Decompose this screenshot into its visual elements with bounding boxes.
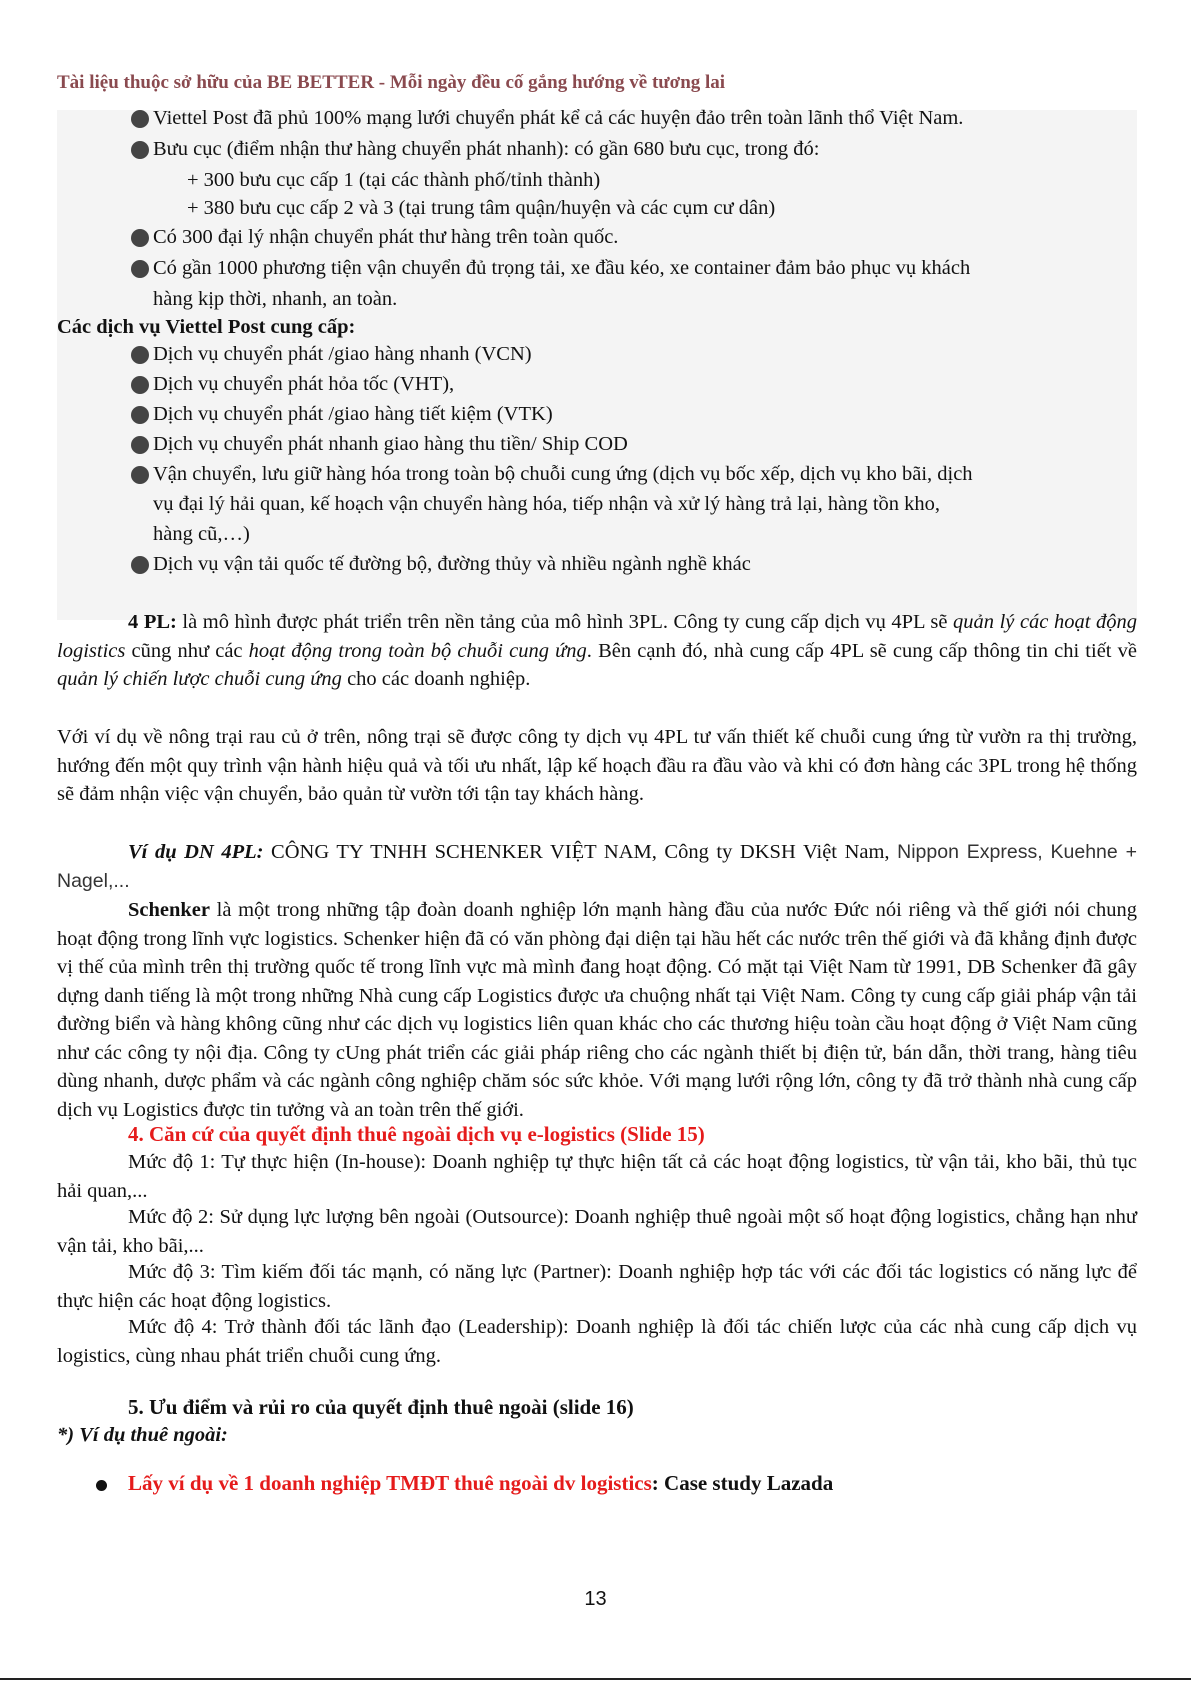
bullet-icon (131, 466, 149, 484)
bullet-icon (131, 406, 149, 424)
schenker-paragraph: Schenker là một trong những tập đoàn doanh nghiệp lớn mạnh hàng đầu của nước Đức nói riêng và thế giới nói chung hoạt động trong lĩnh vực logistics. Schenker hiện đã có văn phòng đại diện tại hầu hết các nước trên thế giới và đã khẳng định được vị thế của mình trên thị trường quốc tế trong lĩnh vực mà mình đang hoạt động. Có mặt tại Việt Nam từ 1991, DB Schenker đã gây dựng danh tiếng là một trong những Nhà cung cấp Logistics được ưa chuộng nhất tại Việt Nam. Công ty cung cấp giải pháp vận tải đường biển và hàng không cũng như các dịch vụ logistics liên quan khác cho các thương hiệu toàn cầu hoạt động ở Việt Nam cũng như các công ty nội địa. Công ty cUng phát triển các giải pháp riêng cho các ngành thiết bị điện tử, bán dẫn, thời trang, hàng tiêu dùng nhanh, dược phẩm và các ngành công nghiệp chăm sóc sức khỏe. Với mạng lưới rộng lớn, công ty đã trở thành nhà cung cấp dịch vụ Logistics được tin tưởng và an toàn trên thế giới. (57, 899, 1137, 1121)
section-4-heading: 4. Căn cứ của quyết định thuê ngoài dịch vụ e-logistics (Slide 15) (128, 1122, 705, 1146)
example-4pl-paragraph: Ví dụ DN 4PL: CÔNG TY TNHH SCHENKER VIỆT NAM, Công ty DKSH Việt Nam, Nippon Express, Kuehne + Nagel,... (57, 841, 1137, 892)
example-label: *) Ví dụ thuê ngoài: (57, 1424, 228, 1446)
schenker-name: Schenker (128, 899, 210, 921)
level-paragraph: Mức độ 3: Tìm kiếm đối tác mạnh, có năng lực (Partner): Doanh nghiệp hợp tác với các đối tác logistics có năng lực để thực hiện các hoạt động logistics. (57, 1261, 1137, 1312)
page-bottom-rule (0, 1678, 1191, 1680)
list-item: Viettel Post đã phủ 100% mạng lưới chuyển phát kể cả các huyện đảo trên toàn lãnh thổ Việt Nam. (153, 107, 964, 129)
list-item: Có gần 1000 phương tiện vận chuyển đủ trọng tải, xe đầu kéo, xe container đảm bảo phục vụ khách (153, 257, 971, 279)
list-item-continuation: hàng kịp thời, nhanh, an toàn. (153, 288, 398, 310)
page-number: 13 (584, 1588, 607, 1610)
section-5-heading: 5. Ưu điểm và rủi ro của quyết định thuê ngoài (slide 16) (128, 1395, 634, 1419)
list-item: Có 300 đại lý nhận chuyển phát thư hàng trên toàn quốc. (153, 226, 619, 248)
service-item: Dịch vụ chuyển phát nhanh giao hàng thu tiền/ Ship COD (153, 433, 628, 455)
farm-paragraph: Với ví dụ về nông trại rau củ ở trên, nông trại sẽ được công ty dịch vụ 4PL tư vấn thiết kế chuỗi cung ứng từ vườn ra thị trường, hướng đến một quy trình vận hành hiệu quả và tối ưu nhất, lập kế hoạch đầu ra đầu vào và khi có đơn hàng các 3PL trong hệ thống sẽ đảm nhận việc vận chuyển, bảo quản từ vườn tới tận tay khách hàng. (57, 726, 1137, 805)
bullet-icon (131, 110, 149, 128)
pl4-label: 4 PL: (128, 611, 177, 633)
bullet-icon (131, 376, 149, 394)
page-header: Tài liệu thuộc sở hữu của BE BETTER - Mỗi ngày đều cố gắng hướng về tương lai (57, 72, 726, 93)
services-heading: Các dịch vụ Viettel Post cung cấp: (57, 316, 356, 338)
bullet-icon (131, 346, 149, 364)
level-paragraph: Mức độ 1: Tự thực hiện (In-house): Doanh nghiệp tự thực hiện tất cả các hoạt động logistics, từ vận tải, kho bãi, thủ tục hải quan,... (57, 1151, 1137, 1202)
bullet-icon (131, 229, 149, 247)
sub-item: + 300 bưu cục cấp 1 (tại các thành phố/tỉnh thành) (187, 169, 601, 191)
bullet-icon (131, 260, 149, 278)
service-item: Dịch vụ vận tải quốc tế đường bộ, đường thủy và nhiều ngành nghề khác (153, 553, 751, 575)
level-paragraph: Mức độ 2: Sử dụng lực lượng bên ngoài (Outsource): Doanh nghiệp thuê ngoài một số hoạt động logistics, chẳng hạn như vận tải, kho bãi,... (57, 1206, 1137, 1257)
bullet-icon (131, 436, 149, 454)
service-item: Dịch vụ chuyển phát hỏa tốc (VHT), (153, 373, 455, 395)
list-item: Bưu cục (điểm nhận thư hàng chuyển phát nhanh): có gần 680 bưu cục, trong đó: (153, 138, 820, 160)
level-paragraph: Mức độ 4: Trở thành đối tác lãnh đạo (Leadership): Doanh nghiệp là đối tác chiến lược của các nhà cung cấp dịch vụ logistics, cùng nhau phát triển chuỗi cung ứng. (57, 1316, 1137, 1367)
service-item-continuation: hàng cũ,…) (153, 523, 250, 545)
service-item: Dịch vụ chuyển phát /giao hàng nhanh (VCN) (153, 343, 532, 365)
sub-item: + 380 bưu cục cấp 2 và 3 (tại trung tâm quận/huyện và các cụm cư dân) (187, 197, 776, 219)
example-4pl-label: Ví dụ DN 4PL: (128, 841, 264, 863)
case-study-item: Lấy ví dụ về 1 doanh nghiệp TMĐT thuê ngoài dv logistics: Case study Lazada (128, 1471, 834, 1495)
pl4-paragraph: 4 PL: là mô hình được phát triển trên nền tảng của mô hình 3PL. Công ty cung cấp dịch vụ 4PL sẽ quản lý các hoạt động logistics cũng như các hoạt động trong toàn bộ chuỗi cung ứng. Bên cạnh đó, nhà cung cấp 4PL sẽ cung cấp thông tin chi tiết về quản lý chiến lược chuỗi cung ứng cho các doanh nghiệp. (57, 611, 1137, 690)
bullet-icon (96, 1480, 107, 1491)
service-item: Dịch vụ chuyển phát /giao hàng tiết kiệm (VTK) (153, 403, 553, 425)
bullet-icon (131, 141, 149, 159)
service-item: Vận chuyển, lưu giữ hàng hóa trong toàn bộ chuỗi cung ứng (dịch vụ bốc xếp, dịch vụ kho bãi, dịch (153, 463, 973, 485)
bullet-icon (131, 556, 149, 574)
service-item-continuation: vụ đại lý hải quan, kế hoạch vận chuyển hàng hóa, tiếp nhận và xử lý hàng trả lại, hàng tồn kho, (153, 493, 941, 515)
